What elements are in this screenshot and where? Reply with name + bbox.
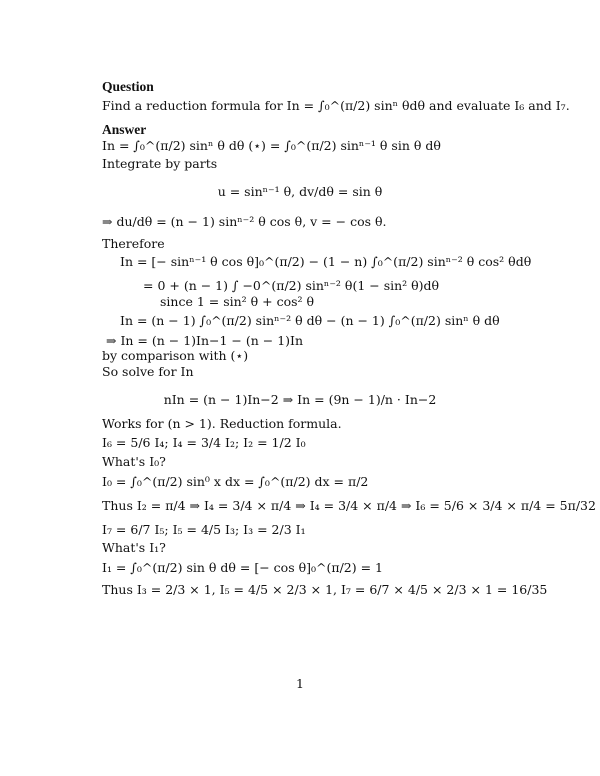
answer-line-14: Works for (n > 1). Reduction formula. — [102, 416, 342, 431]
answer-line-7: = 0 + (n − 1) ∫ −0^(π/2) sinⁿ⁻² θ(1 − sin² θ)dθ — [143, 278, 440, 293]
answer-line-6: In = [− sinⁿ⁻¹ θ cos θ]₀^(π/2) − (1 − n) ∫₀^(π/2) sinⁿ⁻² θ cos² θdθ — [120, 254, 532, 269]
answer-line-21: I₁ = ∫₀^(π/2) sin θ dθ = [− cos θ]₀^(π/2) = 1 — [102, 560, 383, 575]
answer-line-15: I₆ = 5/6 I₄; I₄ = 3/4 I₂; I₂ = 1/2 I₀ — [102, 435, 306, 450]
page-number: 1 — [296, 676, 304, 691]
question-text: Find a reduction formula for In = ∫₀^(π/2) sinⁿ θdθ and evaluate I₆ and I₇. — [102, 98, 570, 113]
answer-line-10: ⇒ In = (n − 1)In−1 − (n − 1)In — [106, 333, 304, 348]
answer-line-9: In = (n − 1) ∫₀^(π/2) sinⁿ⁻² θ dθ − (n − 1) ∫₀^(π/2) sinⁿ θ dθ — [120, 313, 500, 328]
answer-line-22: Thus I₃ = 2/3 × 1, I₅ = 4/5 × 2/3 × 1, I₇ = 6/7 × 4/5 × 2/3 × 1 = 16/35 — [102, 582, 548, 597]
answer-line-17: I₀ = ∫₀^(π/2) sin⁰ x dx = ∫₀^(π/2) dx = π/2 — [102, 474, 369, 489]
answer-line-20: What's I₁? — [102, 540, 166, 555]
question-heading: Question — [102, 79, 154, 94]
answer-line-11: by comparison with (⋆) — [102, 348, 249, 363]
answer-line-16: What's I₀? — [102, 454, 166, 469]
answer-line-8: since 1 = sin² θ + cos² θ — [160, 294, 315, 309]
answer-line-5: Therefore — [102, 236, 165, 251]
answer-line-12: So solve for In — [102, 364, 194, 379]
answer-heading: Answer — [102, 122, 147, 137]
answer-line-2: Integrate by parts — [102, 156, 218, 171]
answer-line-1: In = ∫₀^(π/2) sinⁿ θ dθ (⋆) = ∫₀^(π/2) sinⁿ⁻¹ θ sin θ dθ — [102, 138, 441, 153]
answer-line-19: I₇ = 6/7 I₅; I₅ = 4/5 I₃; I₃ = 2/3 I₁ — [102, 522, 306, 537]
answer-line-13: nIn = (n − 1)In−2 ⇒ In = (9n − 1)/n · In−2 — [163, 392, 437, 407]
answer-line-3: u = sinⁿ⁻¹ θ, dv/dθ = sin θ — [217, 184, 383, 199]
answer-line-18: Thus I₂ = π/4 ⇒ I₄ = 3/4 × π/4 ⇒ I₄ = 3/4 × π/4 ⇒ I₆ = 5/6 × 3/4 × π/4 = 5π/32 — [102, 498, 596, 513]
answer-line-4: ⇒ du/dθ = (n − 1) sinⁿ⁻² θ cos θ, v = − cos θ. — [102, 214, 387, 229]
